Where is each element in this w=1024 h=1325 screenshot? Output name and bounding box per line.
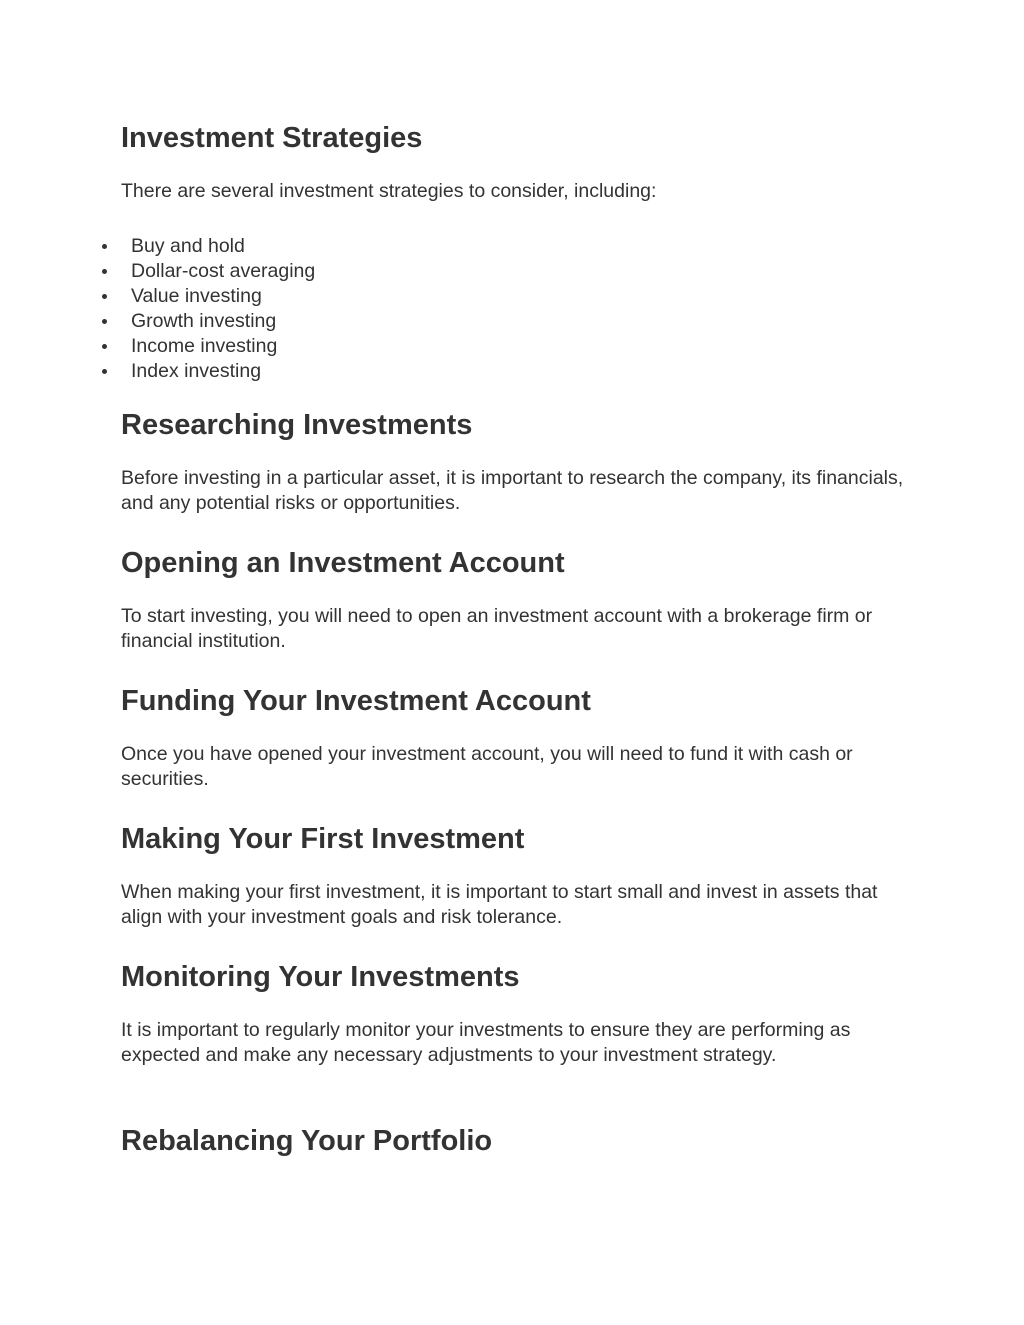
heading-investment-strategies: Investment Strategies	[121, 122, 423, 154]
paragraph-funding-account: Once you have opened your investment account, you will need to fund it with cash or securities.	[121, 743, 853, 790]
heading-monitoring-investments: Monitoring Your Investments	[121, 961, 520, 993]
heading-funding-account: Funding Your Investment Account	[121, 685, 591, 717]
heading-opening-account: Opening an Investment Account	[121, 547, 565, 579]
bullet-icon	[102, 244, 107, 249]
bullet-icon	[102, 319, 107, 324]
list-item-label: Growth investing	[131, 310, 277, 332]
heading-rebalancing-portfolio: Rebalancing Your Portfolio	[121, 1125, 493, 1157]
paragraph-researching-investments: Before investing in a particular asset, it is important to research the company, its financials, and any potential risks or opportunities.	[121, 467, 904, 514]
bullet-icon	[102, 344, 107, 349]
paragraph-monitoring-investments: It is important to regularly monitor your investments to ensure they are performing as expected and make any necessary adjustments to your investment strategy.	[121, 1019, 851, 1066]
heading-researching-investments: Researching Investments	[121, 409, 473, 441]
list-item-label: Income investing	[131, 335, 278, 357]
bullet-icon	[102, 294, 107, 299]
heading-first-investment: Making Your First Investment	[121, 823, 525, 855]
paragraph-first-investment: When making your first investment, it is important to start small and invest in assets that align with your investment goals and risk tolerance.	[121, 881, 878, 928]
list-item-label: Dollar-cost averaging	[131, 260, 316, 282]
list-item-label: Buy and hold	[131, 235, 245, 257]
list-item-label: Index investing	[131, 360, 262, 382]
paragraph-opening-account: To start investing, you will need to open an investment account with a brokerage firm or financial institution.	[121, 605, 873, 652]
list-item-label: Value investing	[131, 285, 262, 307]
bullet-icon	[102, 369, 107, 374]
paragraph-investment-strategies: There are several investment strategies to consider, including:	[121, 180, 657, 202]
bullet-icon	[102, 269, 107, 274]
